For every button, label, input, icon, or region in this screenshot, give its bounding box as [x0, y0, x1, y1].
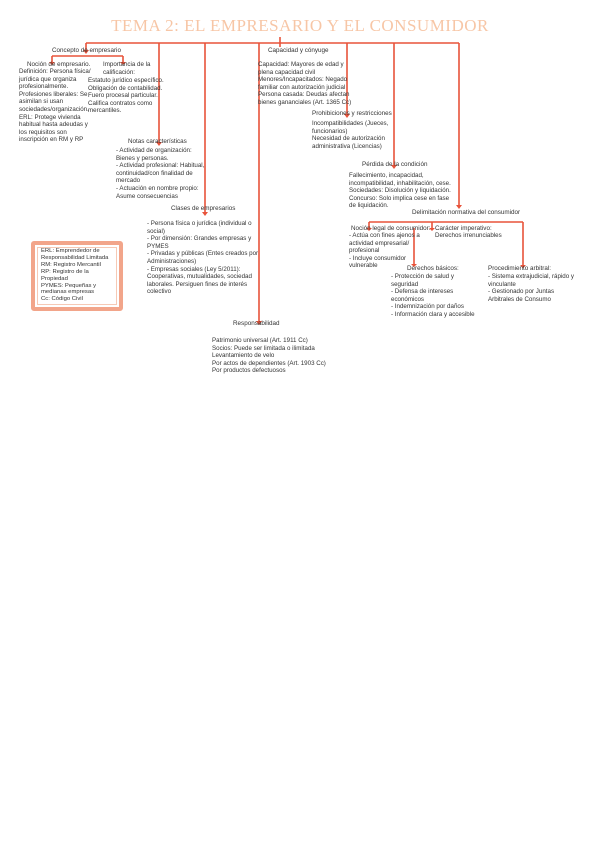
- node-caracter-body: Derechos irrenunciables: [435, 232, 502, 239]
- node-prohibiciones-body: Incompatibilidades (Jueces, funcionarios) Necesidad de autorización administrativa (Licencias): [312, 120, 389, 150]
- node-caracter-heading: Carácter imperativo:: [435, 225, 492, 232]
- node-delimitacion-heading: Delimitación normativa del consumidor: [412, 209, 521, 216]
- node-perdida-body: Fallecimiento, incapacidad, incompatibilidad, inhabilitación, cese. Sociedades: Disolución y liquidación. Concurso: Solo implica cese en fase de liquidación.: [349, 172, 451, 210]
- node-notas-body: - Actividad de organización: Bienes y personas. - Actividad profesional: Habitual, continuidad/con finalidad de mercado - Actuación en nombre propio: Asume consecuencias: [116, 147, 205, 200]
- node-clases-heading: Clases de empresarios: [171, 205, 236, 212]
- node-notas-heading: Notas características: [128, 138, 187, 145]
- node-derechos-body: - Protección de salud y seguridad - Defensa de intereses económicos - Indemnización por daños - Información clara y accesible: [391, 273, 475, 318]
- node-importancia-heading: Importancia de la calificación:: [103, 61, 151, 76]
- node-procedimiento-body: - Sistema extrajudicial, rápido y vinculante - Gestionado por Juntas Arbitrales de Consumo: [488, 273, 574, 303]
- legend-text: ERL: Emprendedor de Responsabilidad Limitada RM: Registro Mercantil RP: Registro de la Propiedad PYMES: Pequeñas y medianas empresas Cc: Código Civil: [41, 248, 109, 303]
- abbreviations-legend: [31, 241, 123, 311]
- node-derechos-heading: Derechos básicos:: [407, 265, 459, 272]
- node-procedimiento-heading: Procedimiento arbitral:: [488, 265, 551, 272]
- node-capacidad-body: Capacidad: Mayores de edad y plena capacidad civil Menores/Incapacitados: Negado familiar con autorización judicial Persona casada: Deudas afectan bienes gananciales (Art. 1365 Cc): [258, 61, 352, 106]
- node-nocion-legal-body: - Actúa con fines ajenos a actividad empresarial/ profesional - Incluye consumidor vulnerable: [349, 232, 420, 270]
- node-nocion-body: Definición: Persona física/ jurídica que organiza profesionalmente. Profesiones liberales: Se asimilan si usan sociedades/organización. ERL: Protege vivienda habitual hasta adeudas y los requisitos son inscripción en RM y RP: [19, 68, 91, 144]
- node-prohibiciones-heading: Prohibiciones y restricciones: [312, 110, 392, 117]
- node-concepto-heading: Concepto de empresario: [52, 47, 121, 54]
- node-importancia-body: Estatuto jurídico específico. Obligación de contabilidad. Fuero procesal particular. Califica contratos como mercantiles.: [88, 77, 164, 115]
- node-nocion-legal-heading: Noción legal de consumidor:: [351, 225, 431, 232]
- node-perdida-heading: Pérdida de la condición: [362, 161, 428, 168]
- node-responsabilidad-heading: Responsabilidad: [233, 320, 280, 327]
- page-title: TEMA 2: EL EMPRESARIO Y EL CONSUMIDOR: [111, 16, 489, 35]
- node-responsabilidad-body: Patrimonio universal (Art. 1911 Cc) Socios: Puede ser limitada o ilimitada Levantamiento de velo Por actos de dependientes (Art. 1903 Cc) Por productos defectuosos: [212, 337, 326, 375]
- node-capacidad-heading: Capacidad y cónyuge: [268, 47, 329, 54]
- node-nocion-heading: Noción de empresario.: [27, 61, 91, 68]
- node-clases-body: - Persona física o jurídica (individual o social) - Por dimensión: Grandes empresas y PYMES - Privadas y públicas (Entes creados por Administraciones) - Empresas sociales (Ley 5/2011): Cooperativas, mutualidades, sociedad laborales. Persiguen fines de interés colectivo: [147, 220, 259, 296]
